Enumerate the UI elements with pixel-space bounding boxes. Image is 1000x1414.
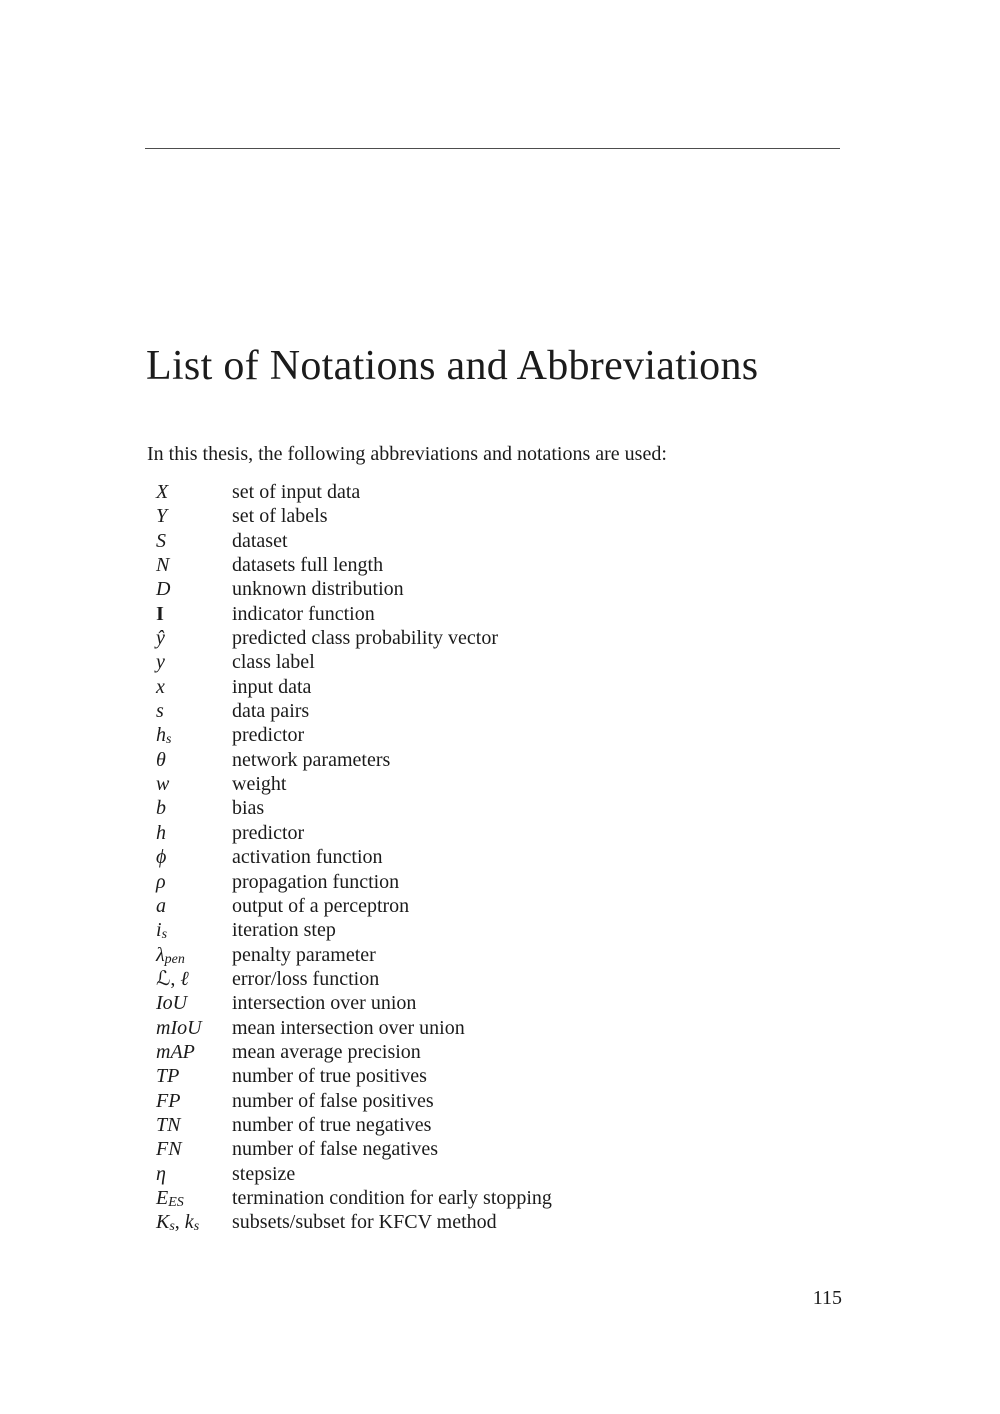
notation-row	[156, 723, 552, 747]
notation-description: set of labels	[232, 505, 328, 528]
notation-row	[156, 1113, 552, 1137]
notation-row	[156, 504, 552, 528]
notation-row	[156, 1016, 552, 1040]
notation-row	[156, 602, 552, 626]
notation-row	[156, 845, 552, 869]
intro-text: In this thesis, the following abbreviations and notations are used:	[147, 443, 667, 465]
notation-row	[156, 967, 552, 991]
notation-symbol: h	[156, 821, 166, 844]
notation-symbol: EES	[156, 1186, 184, 1210]
notation-row	[156, 796, 552, 820]
notation-symbol: S	[156, 529, 166, 552]
notation-description: predicted class probability vector	[232, 627, 499, 650]
notation-symbol: Y	[156, 505, 168, 528]
notation-row	[156, 943, 552, 967]
notation-description: stepsize	[232, 1162, 296, 1185]
notation-symbol: is	[156, 919, 168, 943]
notation-description: penalty parameter	[232, 943, 376, 966]
notation-row	[156, 529, 552, 553]
page-title: List of Notations and Abbreviations	[146, 343, 759, 390]
notation-row	[156, 894, 552, 918]
notation-row	[156, 1137, 552, 1161]
notation-description: weight	[232, 773, 287, 796]
notation-symbol: w	[156, 773, 170, 796]
notation-description: class label	[232, 651, 315, 674]
notation-row	[156, 1210, 552, 1234]
notation-symbol: s	[156, 700, 164, 723]
notation-symbol: θ	[156, 748, 166, 771]
notation-row	[156, 1064, 552, 1088]
notation-description: output of a perceptron	[232, 894, 410, 917]
notation-symbol: λpen	[156, 943, 185, 967]
notation-symbol: hs	[156, 724, 172, 748]
notation-row	[156, 577, 552, 601]
notation-symbol: I	[156, 602, 163, 625]
notation-description: data pairs	[232, 700, 310, 723]
notation-description: number of false negatives	[232, 1138, 439, 1161]
notation-row	[156, 1186, 552, 1210]
notation-symbol: mIoU	[156, 1016, 202, 1039]
notation-symbol: x	[156, 675, 165, 698]
notation-symbol: b	[156, 797, 166, 820]
notation-description: mean intersection over union	[232, 1016, 465, 1039]
notation-description: predictor	[232, 724, 305, 747]
notation-symbol: IoU	[156, 992, 188, 1015]
notation-description: mean average precision	[232, 1040, 421, 1063]
notation-description: number of false positives	[232, 1089, 434, 1112]
notation-row	[156, 480, 552, 504]
notation-symbol: mAP	[156, 1040, 195, 1063]
notation-symbol: ŷ	[156, 627, 165, 650]
notation-description: error/loss function	[232, 967, 380, 990]
notation-symbol: TN	[156, 1113, 181, 1136]
notation-symbol: ϕ	[156, 846, 167, 869]
notation-row	[156, 1040, 552, 1064]
notation-row	[156, 626, 552, 650]
notation-description: intersection over union	[232, 992, 417, 1015]
notation-description: network parameters	[232, 748, 391, 771]
notation-symbol: Ks, ks	[156, 1211, 200, 1235]
notation-description: set of input data	[232, 481, 361, 503]
notation-row	[156, 1089, 552, 1113]
notation-symbol: ℒ, ℓ	[156, 967, 189, 990]
notation-list	[156, 480, 552, 1235]
notation-row	[156, 821, 552, 845]
notation-symbol: N	[156, 554, 170, 577]
notation-row	[156, 553, 552, 577]
notation-row	[156, 748, 552, 772]
page-number: 115	[812, 1287, 842, 1309]
notation-row	[156, 772, 552, 796]
notation-description: unknown distribution	[232, 578, 404, 601]
notation-description: dataset	[232, 529, 288, 552]
notation-row	[156, 699, 552, 723]
notation-description: termination condition for early stopping	[232, 1186, 552, 1209]
notation-description: subsets/subset for KFCV method	[232, 1211, 497, 1234]
notation-description: datasets full length	[232, 554, 384, 577]
notation-description: indicator function	[232, 602, 375, 625]
notation-symbol: X	[156, 481, 169, 503]
notation-description: number of true negatives	[232, 1113, 432, 1136]
notation-symbol: η	[156, 1162, 166, 1185]
notation-symbol: FP	[156, 1089, 181, 1112]
notation-row	[156, 650, 552, 674]
notation-description: activation function	[232, 846, 383, 869]
notation-row	[156, 918, 552, 942]
notation-row	[156, 870, 552, 894]
notation-description: input data	[232, 675, 312, 698]
notation-symbol: ρ	[156, 870, 166, 893]
header-rule	[145, 148, 840, 149]
notation-description: predictor	[232, 821, 305, 844]
notation-description: bias	[232, 797, 265, 820]
notation-row	[156, 991, 552, 1015]
notation-description: iteration step	[232, 919, 336, 942]
notation-symbol: D	[156, 578, 171, 601]
notation-description: number of true positives	[232, 1065, 427, 1088]
notation-row	[156, 1162, 552, 1186]
notation-symbol: y	[156, 651, 165, 674]
notation-symbol: a	[156, 894, 166, 917]
notation-symbol: TP	[156, 1065, 180, 1088]
notation-description: propagation function	[232, 870, 400, 893]
notation-row	[156, 675, 552, 699]
notation-symbol: FN	[156, 1138, 182, 1161]
